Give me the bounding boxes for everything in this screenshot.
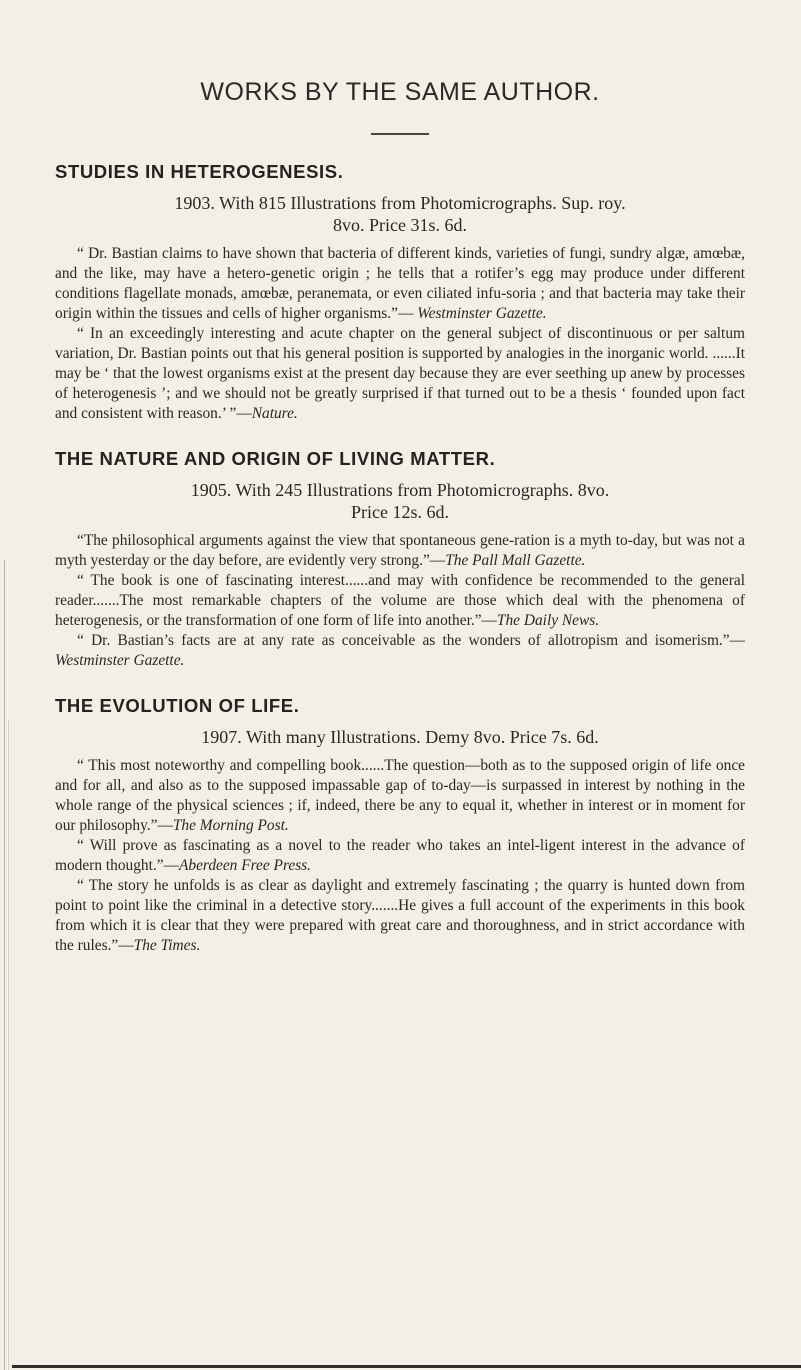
review-source: The Pall Mall Gazette. — [445, 552, 586, 569]
book-title: THE EVOLUTION OF LIFE. — [55, 695, 300, 716]
page-content — [55, 78, 745, 980]
review-text: “ In an exceedingly interesting and acute chapter on the general subject of discontinuous or per saltum variation, Dr. Bastian points out that his general position is supported by analogies in the inorganic world. ......It may be ‘ that the lowest organisms exist at the present day because they are ever seething up anew by processes of heterogenesis ’; and we should not be greatly surprised if that turned out to be a thesis ‘ founded upon fact and consistent with reason.’ ”— — [55, 325, 745, 422]
book-meta-line2: Price 12s. 6d. — [351, 502, 449, 522]
book-publication-info — [55, 726, 745, 748]
page-edge-shadow — [4, 560, 5, 1370]
page-edge-shadow-inner — [8, 720, 9, 1370]
page-heading: WORKS BY THE SAME AUTHOR. — [200, 78, 600, 106]
book-meta-line2: 8vo. Price 31s. 6d. — [333, 215, 467, 235]
review-source: Westminster Gazette. — [55, 652, 185, 669]
book-entry-evolution-of-life — [55, 695, 745, 956]
review-quote — [55, 876, 745, 956]
review-text: “ Will prove as fascinating as a novel to the reader who takes an intel-ligent interest in the advance of modern thought.”— — [55, 837, 745, 874]
book-meta-line1: 1903. With 815 Illustrations from Photomicrographs. Sup. roy. — [174, 193, 626, 213]
review-source: Aberdeen Free Press. — [178, 857, 312, 874]
book-entry-nature-and-origin-of-living-matter — [55, 448, 745, 671]
review-quote — [55, 756, 745, 836]
review-text: “The philosophical arguments against the view that spontaneous gene-ration is a myth to-day, but was not a myth yesterday or the day before, are evidently very strong.”— — [55, 532, 745, 569]
review-text: “ The book is one of fascinating interest......and may with confidence be recommended to the general reader.......The most remarkable chapters of the volume are those which deal with the phenomena of heterogenesis, or the transformation of one form of life into another.”— — [55, 572, 745, 629]
review-quote — [55, 324, 745, 424]
review-quote — [55, 244, 745, 324]
review-source: The Times. — [133, 937, 201, 954]
review-text: “ Dr. Bastian’s facts are at any rate as conceivable as the wonders of allotropism and isomerism.”— — [77, 632, 745, 649]
page-bottom-edge — [12, 1365, 801, 1368]
review-source: Westminster Gazette. — [417, 305, 547, 322]
book-meta-line1: 1905. With 245 Illustrations from Photomicrographs. 8vo. — [190, 480, 610, 500]
review-text: “ The story he unfolds is as clear as daylight and extremely fascinating ; the quarry is hunted down from point to point like the criminal in a detective story.......He gives a full account of the experiments in this book from which it is clear that they were prepared with great care and thoroughness, and in strict accordance with the rules.”— — [55, 877, 745, 954]
book-publication-info — [55, 192, 745, 236]
book-title: STUDIES IN HETEROGENESIS. — [55, 161, 344, 182]
review-source: Nature. — [251, 405, 298, 422]
book-entry-studies-in-heterogenesis — [55, 161, 745, 424]
heading-divider — [371, 133, 429, 135]
review-quote — [55, 571, 745, 631]
review-source: The Daily News. — [496, 612, 600, 629]
review-text: “ This most noteworthy and compelling book......The question—both as to the supposed origin of life once and for all, and also as to the supposed impassable gap of to-day—is surpassed in interest by nothing in the whole range of the physical sciences ; if, indeed, there be any to equal it, whether in interest or in moment for our philosophy.”— — [55, 757, 745, 834]
review-quote — [55, 531, 745, 571]
review-text: “ Dr. Bastian claims to have shown that bacteria of different kinds, varieties of fungi, sundry algæ, amœbæ, and the like, may have a hetero-genetic origin ; he tells that a rotifer’s egg may produce under different conditions flagellate monads, amœbæ, peranemata, or even ciliated infu-soria ; and that bacteria may take their origin within the tissues and cells of higher organisms.”— — [55, 245, 745, 322]
book-title: THE NATURE AND ORIGIN OF LIVING MATTER. — [55, 448, 496, 469]
book-meta-line1: 1907. With many Illustrations. Demy 8vo. Price 7s. 6d. — [201, 727, 599, 747]
review-quote — [55, 631, 745, 671]
book-publication-info — [55, 479, 745, 523]
review-source: The Morning Post. — [172, 817, 289, 834]
review-quote — [55, 836, 745, 876]
